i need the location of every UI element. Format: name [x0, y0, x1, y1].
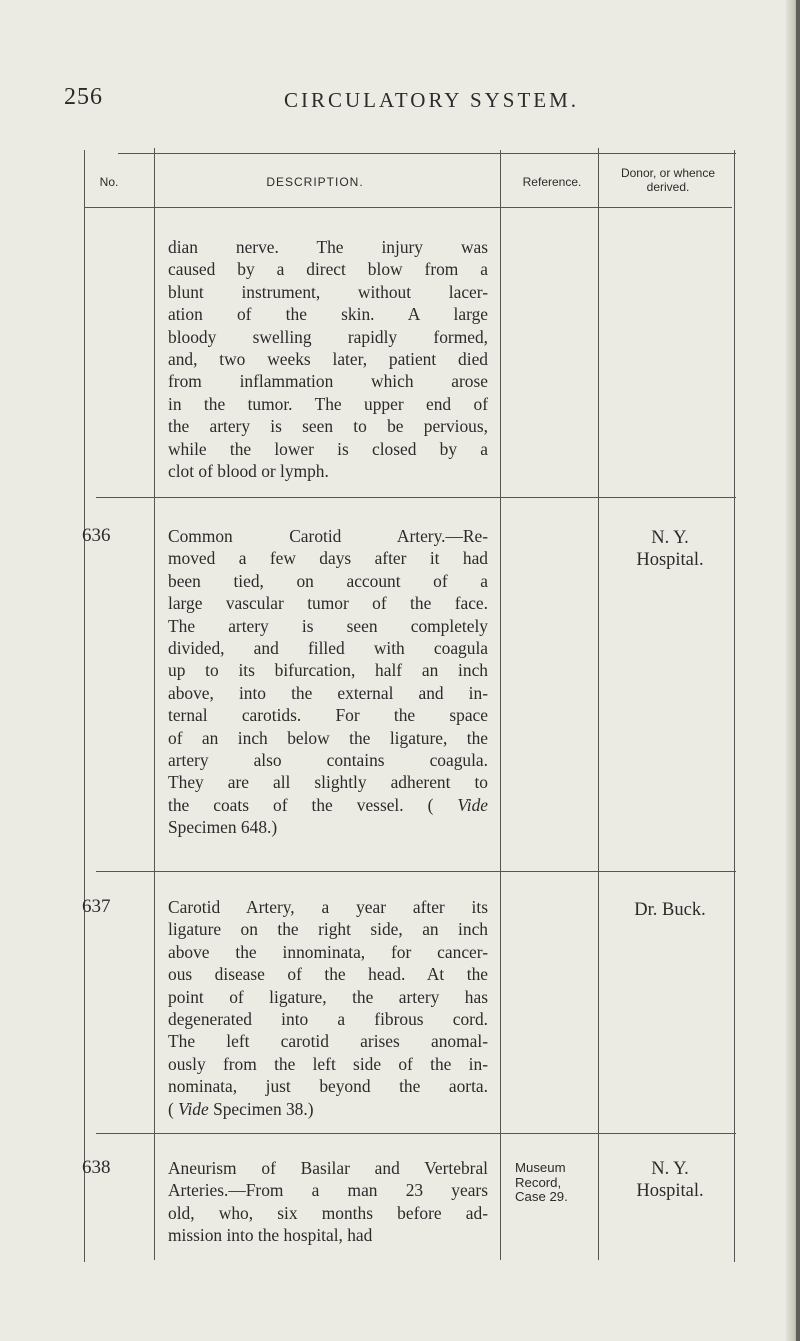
header-description: DESCRIPTION. — [266, 175, 364, 189]
column-divider-1 — [154, 148, 155, 1260]
page-number: 256 — [64, 84, 103, 110]
row-rule — [96, 497, 736, 498]
header-reference: Reference. — [522, 175, 582, 189]
row-donor: N. Y. Hospital. — [636, 1159, 704, 1201]
page-edge-dark — [796, 0, 800, 1341]
running-head: CIRCULATORY SYSTEM. — [284, 88, 580, 112]
row-number: 638 — [82, 1157, 111, 1178]
row-number: 636 — [82, 525, 111, 546]
header-no: No. — [99, 175, 119, 189]
header-rule — [84, 207, 732, 208]
row-reference: Museum Record, Case 29. — [515, 1160, 568, 1204]
row-donor: N. Y. Hospital. — [636, 528, 704, 570]
header-donor: Donor, or whence derived. — [620, 166, 716, 194]
table-top-rule — [118, 153, 736, 154]
row-description: Aneurism of Basilar and Vertebral Arteries.—From a man 23 years old, who, six months before ad- mission into the hospital, had — [168, 1158, 488, 1246]
column-divider-3 — [598, 148, 599, 1260]
row-description: Carotid Artery, a year after its ligature on the right side, an inch above the innominata, for cancer- ous disease of the head. At the point of ligature, the artery has degenerated into a fibrous cord. The left carotid arises anomal- ously from the left side of the in- nominata, just beyond the aorta. ( Vide Specimen 38.) — [168, 897, 488, 1119]
row-number: 637 — [82, 896, 111, 917]
column-divider-2 — [500, 150, 501, 1260]
row-rule — [96, 871, 736, 872]
row-description: dian nerve. The injury was caused by a direct blow from a blunt instrument, without lacer- ation of the skin. A large bloody swelling rapidly formed, and, two weeks later, patient died from inflammation which arose in the tumor. The upper end of the artery is seen to be pervious, while the lower is closed by a clot of blood or lymph. — [168, 237, 488, 482]
column-divider-left — [84, 150, 85, 1262]
row-rule — [96, 1133, 736, 1134]
row-description: Common Carotid Artery.—Re- moved a few days after it had been tied, on account of a large vascular tumor of the face. The artery is seen completely divided, and filled with coagula up to its bifurcation, half an inch above, into the external and in- ternal carotids. For the space of an inch below the ligature, the artery also contains coagula. They are all slightly adherent to the coats of the vessel. ( Vide Specimen 648.) — [168, 526, 488, 838]
column-divider-outer — [734, 150, 735, 1262]
row-donor: Dr. Buck. — [634, 900, 706, 920]
